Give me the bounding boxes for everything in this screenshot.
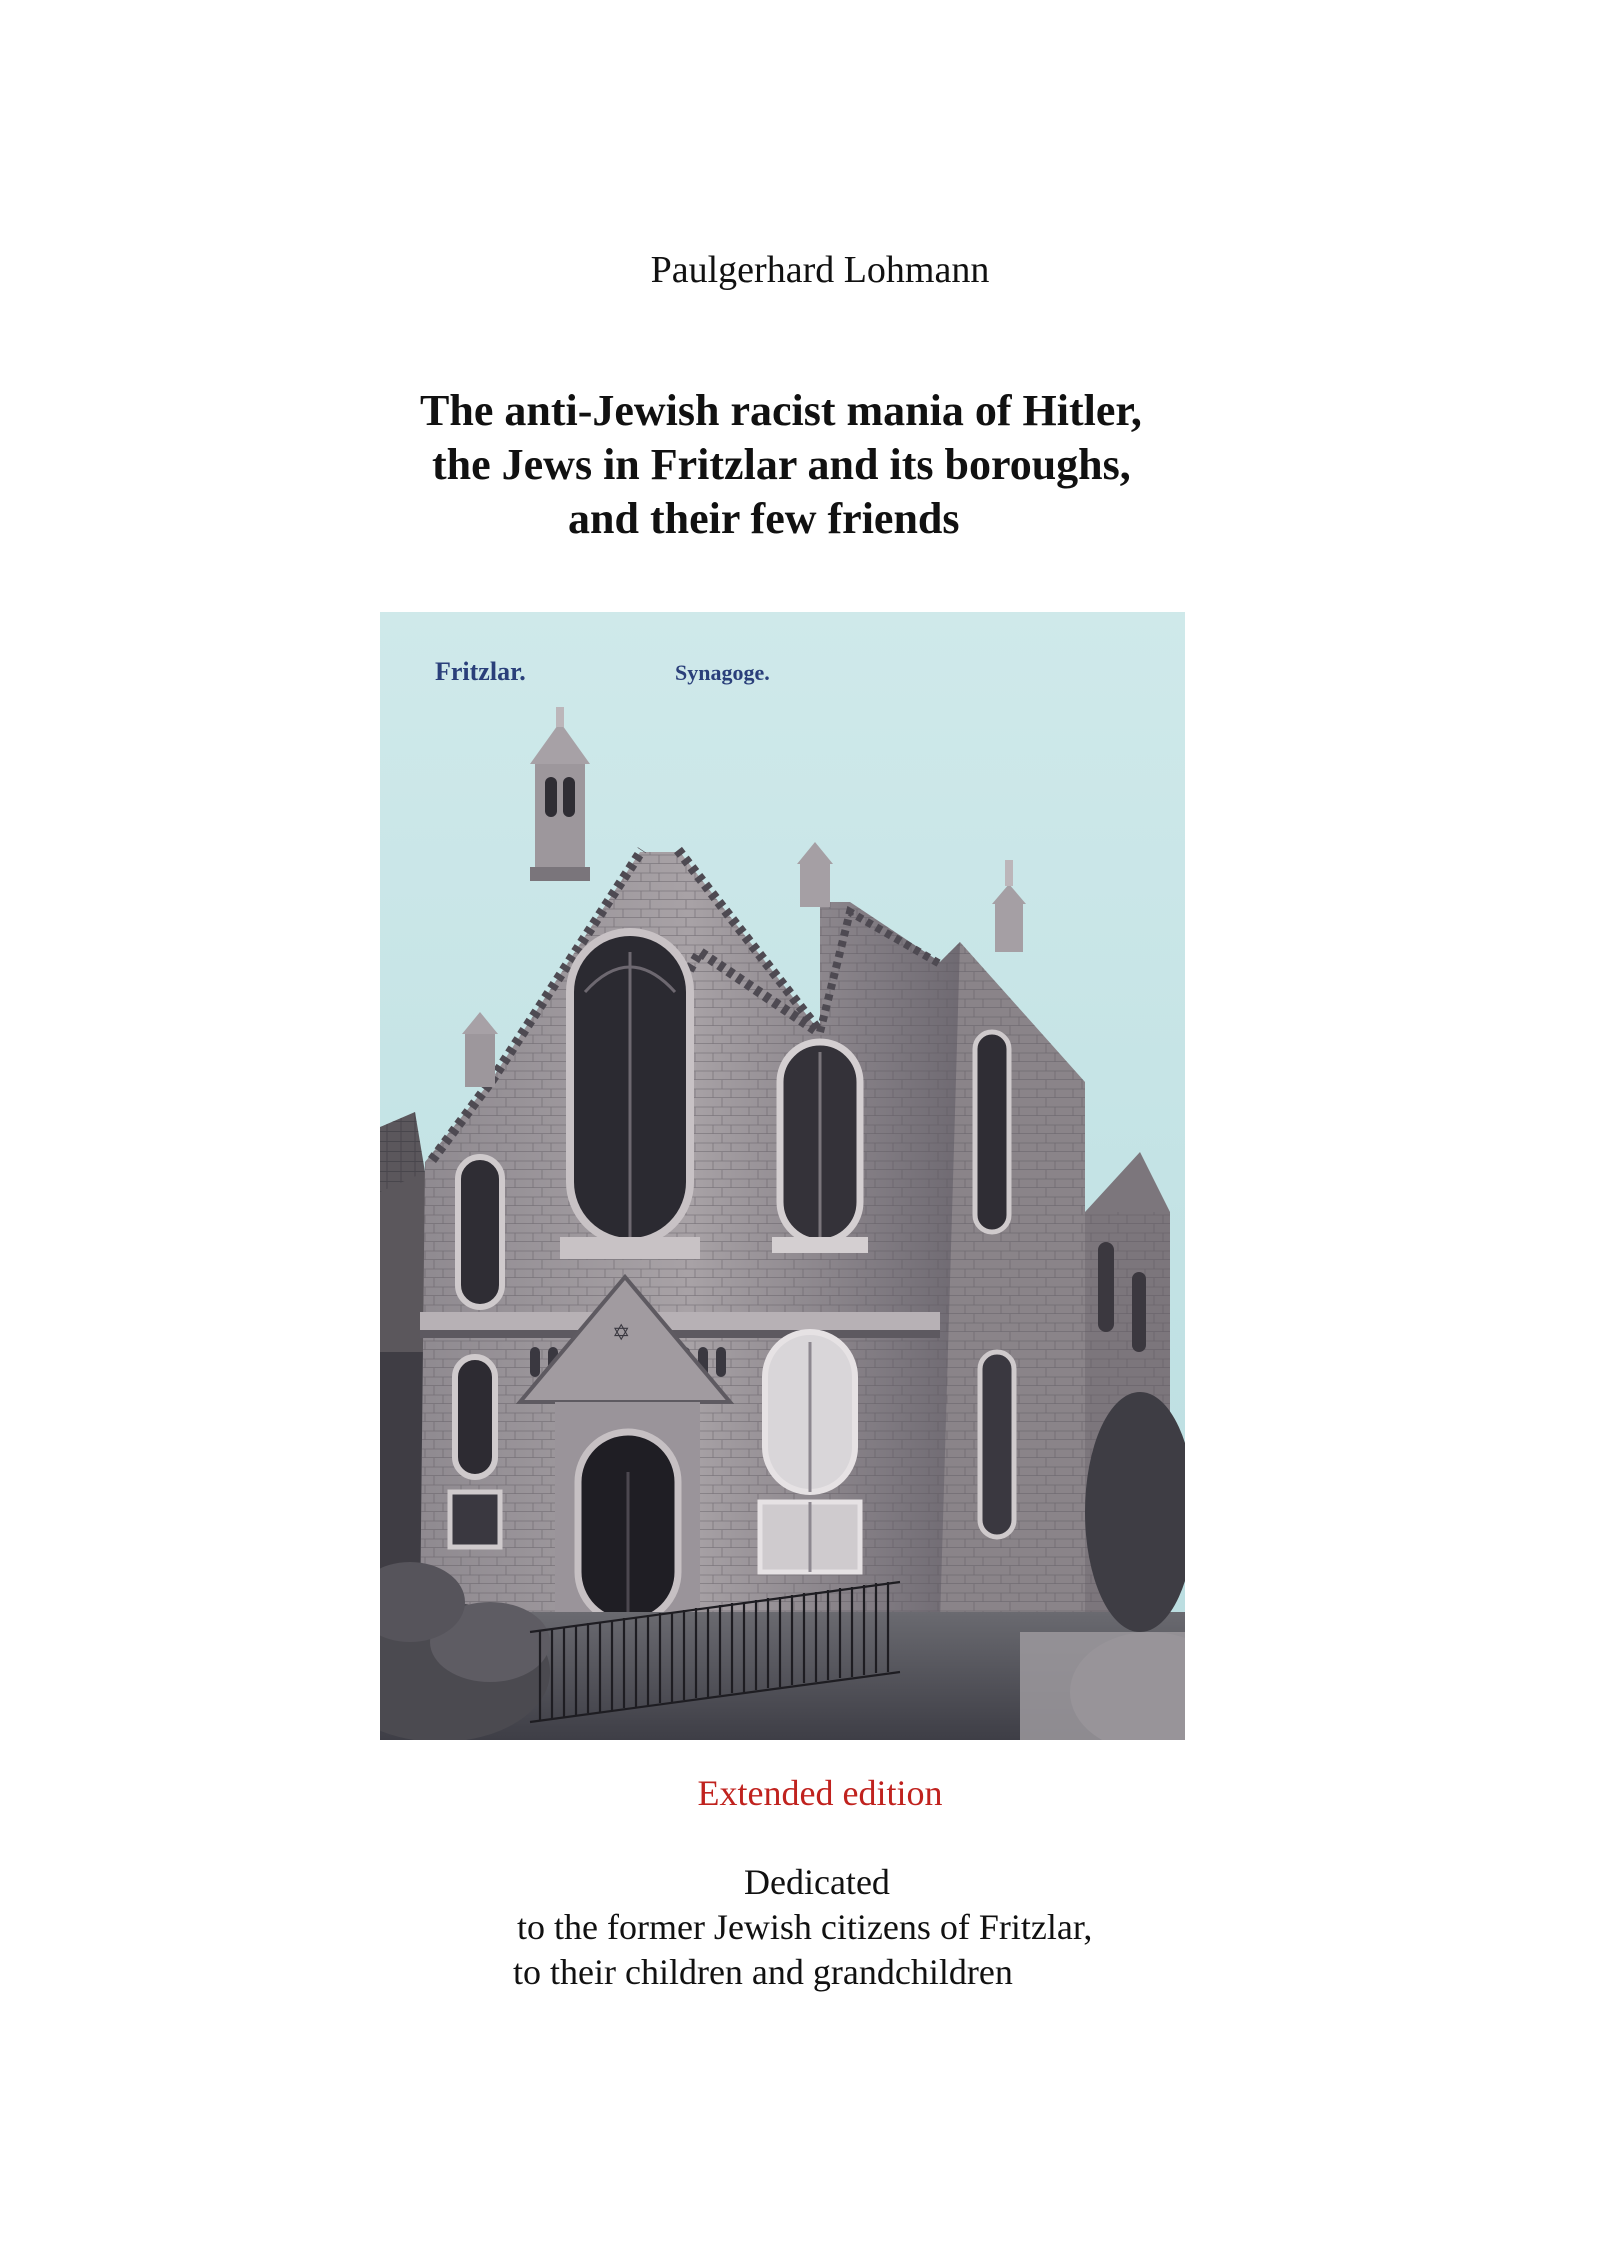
author-name: Paulgerhard Lohmann xyxy=(650,249,990,291)
title-line-3: and their few friends xyxy=(568,494,960,543)
title-line-1: The anti-Jewish racist mania of Hitler, xyxy=(420,386,1142,435)
dedication-line-1: Dedicated xyxy=(744,1862,890,1902)
photo-caption-left: Fritzlar. xyxy=(435,657,526,686)
neighbour-house xyxy=(380,1112,425,1632)
edition-label: Extended edition xyxy=(697,1773,943,1813)
star-of-david-icon: ✡ xyxy=(612,1320,631,1345)
dedication-line-3: to their children and grandchildren xyxy=(513,1952,1013,1992)
dedication xyxy=(0,1860,1600,1995)
dedication-line-2: to the former Jewish citizens of Fritzlar, xyxy=(517,1907,1093,1947)
book-title xyxy=(420,384,1142,546)
photo-caption-right: Synagoge. xyxy=(675,660,770,685)
synagogue-photo xyxy=(380,612,1185,1740)
title-line-2: the Jews in Fritzlar and its boroughs, xyxy=(432,440,1131,489)
